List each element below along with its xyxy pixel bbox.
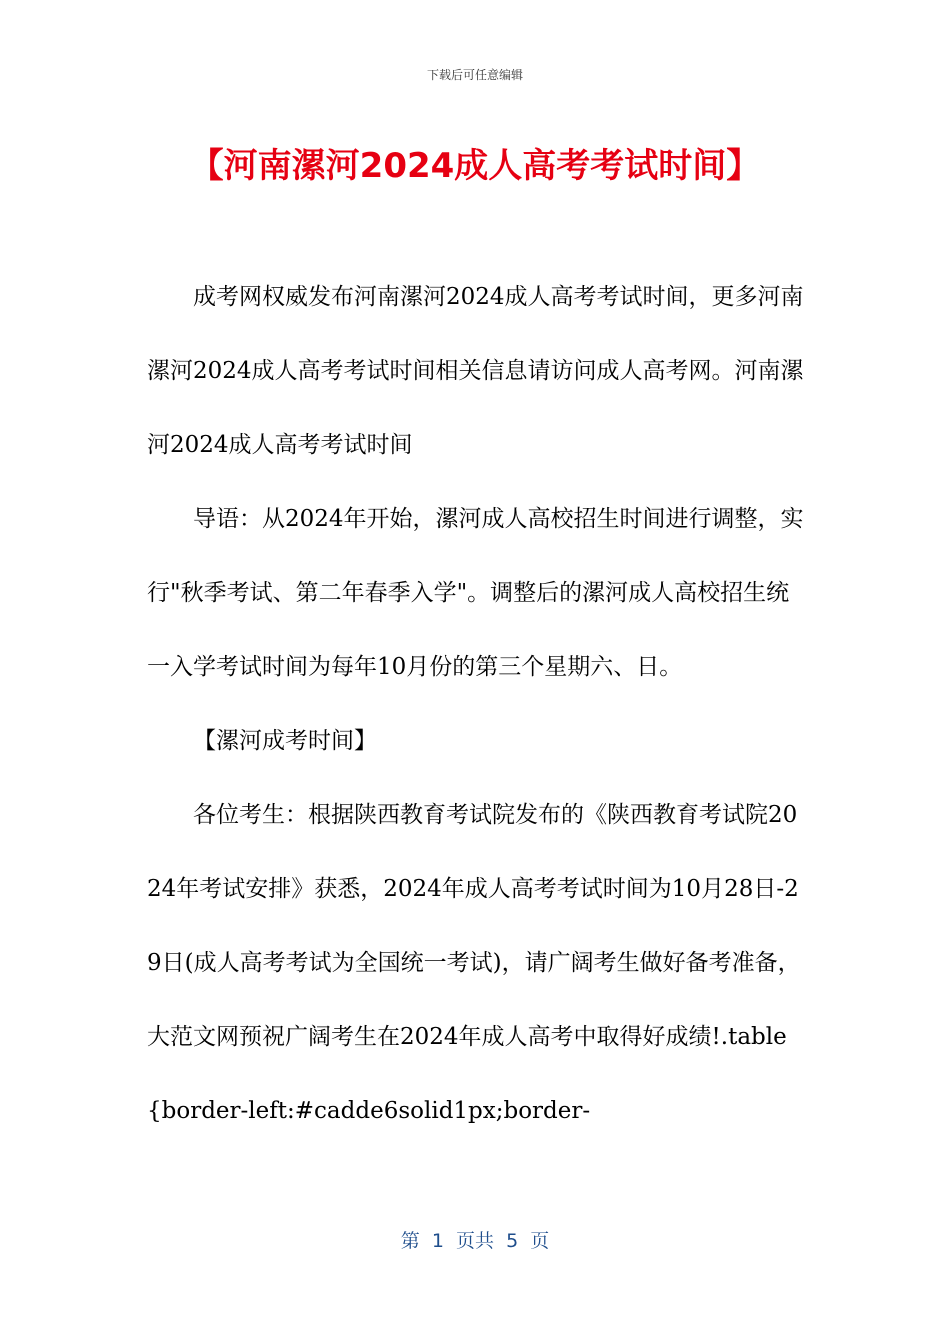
page-number-footer: 第 1 页共 5 页 — [400, 1230, 550, 1252]
document-title: 【河南漯河2024成人高考考试时间】 — [189, 146, 761, 186]
paragraph-guide: 导语：从2024年开始，漯河成人高校招生时间进行调整，实行"秋季考试、第二年春季入学"。调整后的漯河成人高校招生统一入学考试时间为每年10月份的第三个星期六、日。 — [147, 506, 804, 680]
page-header-note: 下载后可任意编辑 — [426, 68, 523, 82]
document-body — [147, 260, 807, 1148]
paragraph-notice: 各位考生：根据陕西教育考试院发布的《陕西教育考试院2024年考试安排》获悉，2024年成人高考考试时间为10月28日-29日(成人高考考试为全国统一考试)，请广阔考生做好备考准备，大范文网预祝广阔考生在2024年成人高考中取得好成绩!.table{border-left:#cadde6solid1px;border- — [147, 802, 801, 1124]
section-heading: 【漯河成考时间】 — [193, 728, 377, 754]
paragraph-intro: 成考网权威发布河南漯河2024成人高考考试时间，更多河南漯河2024成人高考考试时间相关信息请访问成人高考网。河南漯河2024成人高考考试时间 — [147, 284, 804, 458]
